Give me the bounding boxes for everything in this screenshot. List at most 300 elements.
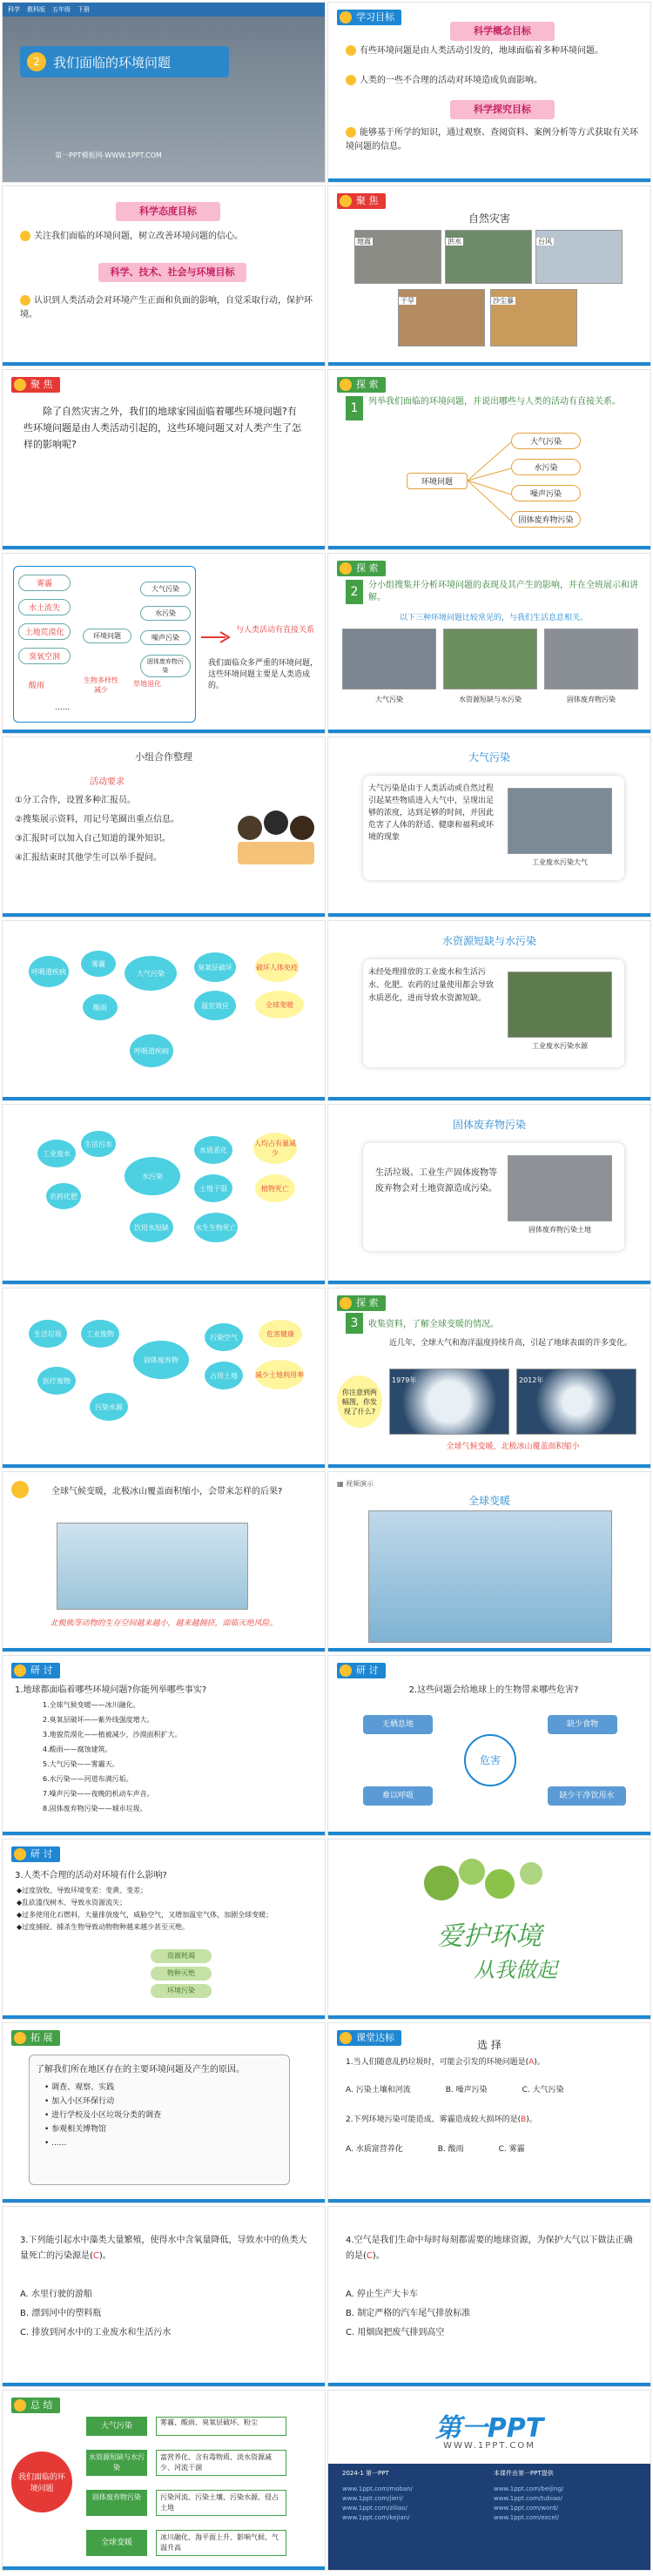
center-node: 固体废弃物	[133, 1341, 189, 1379]
bubble-node: 减少土地利用率	[255, 1360, 304, 1389]
activity-item: • ......	[44, 2139, 67, 2148]
footer-bar	[328, 546, 650, 549]
issue-node: 臭氧空洞	[18, 648, 71, 664]
quiz-title: 选 择	[477, 2039, 502, 2051]
conclusion-note: 我们面临众多严重的环境问题，这些环境问题主要是人类造成的。	[208, 659, 319, 690]
slide-air-pollution	[327, 736, 651, 918]
slide-quiz-3	[327, 2206, 651, 2387]
goal-5	[20, 294, 316, 322]
link[interactable]: www.1ppt.com/excel/	[494, 2514, 560, 2521]
relation-text: 与人类活动有直接关系	[236, 626, 315, 635]
arrow-icon	[199, 629, 234, 646]
slide-disasters	[327, 185, 651, 367]
option[interactable]: B. 噪声污染	[445, 2086, 488, 2095]
issue-label: 酸雨	[29, 682, 45, 690]
year-label: 2012年	[519, 1376, 544, 1384]
footer-bar	[328, 362, 650, 366]
footer-bar	[3, 1832, 325, 1835]
footer-bar	[3, 730, 325, 733]
photo-caption: 固体废弃物污染	[567, 696, 616, 703]
footer-bar	[328, 2199, 650, 2203]
question-2	[346, 2114, 642, 2127]
bubble-node: 酸雨	[83, 994, 118, 1020]
requirement-item: ③汇报时可以加入自己知道的课外知识。	[15, 834, 171, 844]
harm-node: 缺少干净饮用水	[548, 1786, 626, 1806]
option[interactable]: A. 水里行驶的游船	[20, 2290, 93, 2299]
link[interactable]: www.1ppt.com/beijing/	[494, 2485, 564, 2492]
photo-label: 沙尘暴	[493, 297, 514, 305]
pollution-node: 大气污染	[140, 582, 191, 596]
section-header	[337, 561, 386, 576]
issue-label: 草地退化	[133, 680, 161, 688]
step-text: 收集资料，了解全球变暖的情况。	[368, 1320, 499, 1329]
goal-1	[346, 44, 642, 58]
explore-icon	[340, 562, 352, 575]
option[interactable]: B. 酸雨	[437, 2145, 464, 2154]
branch-node: 大气污染	[511, 433, 581, 449]
option[interactable]: B. 漂到河中的塑料瓶	[20, 2309, 102, 2318]
footer-bar	[328, 2383, 650, 2386]
sandstorm-photo	[490, 289, 577, 346]
slide-extend	[2, 2022, 326, 2203]
activity-item: • 加入小区环保行动	[44, 2097, 115, 2106]
earthquake-photo	[354, 230, 441, 284]
step-number: 2	[346, 580, 363, 604]
bubble-node: 工业废物	[81, 1320, 119, 1348]
header-label: 探 索	[356, 562, 379, 574]
slide-focus	[2, 369, 326, 550]
slide-branding	[327, 2390, 651, 2571]
connector-lines	[468, 440, 513, 522]
goal-2-text: 人类的一些不合理的活动对环境造成负面影响。	[360, 76, 542, 85]
summary-key: 固体废弃物污染	[86, 2490, 147, 2516]
option[interactable]: C. 用烟囱把废气排到高空	[346, 2328, 445, 2337]
bubble-node: 农药化肥	[46, 1183, 81, 1209]
definition-text: 未经处理排放的工业废水和生活污水、化肥、农药的过量使用都会导致水质恶化，进而导致水资源短缺。	[368, 968, 495, 1003]
slide-discuss-2	[327, 1655, 651, 1836]
goal-2	[346, 74, 642, 88]
goal-3-text: 能够基于所学的知识，通过观察、查阅资料、案例分析等方式获取有关环境问题的信息。	[346, 128, 638, 151]
lesson-number: 2	[27, 52, 46, 71]
link[interactable]: www.1ppt.com/tubiao/	[494, 2495, 562, 2502]
step-number: 3	[346, 1313, 363, 1334]
links-col-1	[342, 2485, 473, 2523]
summary-value: 富营养化、含有毒物质、淡水资源减少、河流干涸	[156, 2450, 286, 2476]
bubble-node: 占用土地	[205, 1362, 243, 1389]
nav-subject: 科学	[8, 6, 20, 13]
slide-explore-3	[327, 1288, 651, 1469]
slide-explore-1	[327, 369, 651, 550]
bubble-node: 全球变暖	[255, 991, 304, 1019]
bullet-icon	[20, 295, 30, 306]
requirement-item: ①分工合作，设置多种汇报员。	[15, 796, 136, 805]
bullet-icon	[346, 127, 356, 138]
goal-1-text: 有些环境问题是由人类活动引发的，地球面临着多种环境问题。	[360, 46, 603, 56]
question-1	[346, 2056, 642, 2069]
option[interactable]: A. 污染土壤和河流	[346, 2086, 411, 2095]
center-node: 大气污染	[125, 956, 177, 991]
question-2-text: 2.下列环境污染可能造成、雾霾造成较大损坏的是(	[346, 2115, 522, 2124]
slide-quiz-1	[327, 2022, 651, 2203]
footer-bar	[3, 1097, 325, 1100]
question-3	[20, 2233, 307, 2264]
slide-solid-waste	[327, 1104, 651, 1285]
title-banner	[20, 46, 229, 77]
summary-icon	[14, 2399, 26, 2411]
section-header	[337, 1663, 386, 1678]
slide-water	[327, 920, 651, 1101]
wastewater-photo	[508, 972, 612, 1038]
section-header	[11, 2030, 60, 2046]
impact-item: ◆乱砍滥伐树木、导致水资源流失；	[17, 1899, 127, 1907]
slide-waste-mindmap	[2, 1288, 326, 1469]
bubble-node: 医疗废物	[37, 1367, 76, 1395]
panel-heading: 本课件由第一PPT提供	[494, 2470, 554, 2477]
footer-bar	[328, 2015, 650, 2019]
question-text: 3.人类不合理的活动对环境有什么影响?	[15, 1871, 167, 1880]
harm-node: 难以呼吸	[363, 1786, 433, 1806]
panel-heading: 2024-1 第一PPT	[342, 2470, 389, 2477]
focus-paragraph: 除了自然灾害之外，我们的地球家园面临着哪些环境问题?有些环境问题是由人类活动引起的，这些环境问题又对人类产生了怎样的影响呢?	[24, 406, 301, 450]
focus-icon	[14, 379, 26, 391]
footer-bar	[3, 362, 325, 366]
branch-node: 噪声污染	[511, 485, 581, 501]
tree-icon	[424, 1866, 459, 1900]
link[interactable]: www.1ppt.com/word/	[494, 2505, 558, 2512]
option[interactable]: C. 雾霾	[498, 2145, 525, 2154]
extend-icon	[14, 2032, 26, 2044]
link[interactable]: www.1ppt.com/moban/	[342, 2485, 414, 2492]
top-nav	[3, 3, 325, 17]
fact-item: 1.全球气候变暖——冰川融化。	[43, 1701, 140, 1709]
question-4-options	[346, 2285, 633, 2343]
step-number: 1	[346, 396, 363, 420]
impact-item: ◆过度放牧、导致环境变差：变黄、变差；	[17, 1887, 148, 1894]
answer-caption: 北极熊等动物的生存空间越来越小，越来越拥挤，面临灭绝风险。	[50, 1619, 278, 1628]
footer-bar	[3, 546, 325, 549]
requirement-item: ④汇报结束时其他学生可以举手提问。	[15, 853, 162, 863]
photo-caption: 工业废水污染大气	[532, 858, 588, 866]
concept-goal-box: 科学概念目标	[450, 22, 555, 41]
question-3-options	[20, 2285, 307, 2343]
ellipsis: ......	[55, 703, 71, 712]
footer-bar	[3, 1464, 325, 1468]
activity-item: • 调查、观察、实践	[44, 2083, 115, 2092]
arctic-1979-photo	[389, 1369, 509, 1435]
photo-label: 干旱	[401, 297, 414, 305]
header-label: 研 讨	[356, 1665, 379, 1676]
watermark: 第一PPT模板网-WWW.1PPT.COM	[55, 151, 162, 159]
issue-node: 水土流失	[18, 599, 71, 615]
pollution-node: 噪声污染	[140, 630, 191, 645]
footer-bar	[328, 1097, 650, 1100]
question-bubble: 你注意到两幅图，你发现了什么?	[337, 1375, 382, 1428]
bullet-icon	[346, 75, 356, 85]
issue-label: 生物多样性减少	[84, 676, 118, 694]
photo-caption: 大气污染	[375, 696, 403, 703]
inquiry-goal-box: 科学探究目标	[450, 100, 555, 119]
bubble-node: 温室效应	[194, 991, 236, 1020]
footer-bar	[328, 1648, 650, 1651]
harm-node: 缺少食物	[548, 1715, 617, 1734]
branch-node: 固体废弃物污染	[511, 511, 581, 528]
header-label: 拓 展	[30, 2032, 53, 2043]
arctic-2012-photo	[516, 1369, 636, 1435]
fact-item: 3.地貌荒漠化——植被减少，沙漠面积扩大。	[43, 1731, 182, 1739]
question-4	[346, 2233, 633, 2264]
question-1-text: 1.当人们随意乱扔垃圾时，可能会引发的环境问题是(	[346, 2058, 529, 2067]
link[interactable]: www.1ppt.com/jieri/	[342, 2495, 403, 2502]
goal-4-text: 关注我们面临的环境问题，树立改善环境问题的信心。	[34, 232, 243, 241]
header-label: 学习目标	[356, 11, 394, 23]
fact-item: 6.水污染——河道布满污垢。	[43, 1775, 133, 1783]
footer-bar	[328, 730, 650, 733]
harm-node: 无栖息地	[363, 1715, 433, 1734]
discuss-icon	[14, 1848, 26, 1860]
center-node: 危害	[464, 1734, 516, 1786]
section-header	[337, 193, 386, 209]
section-header	[11, 1846, 60, 1862]
section-header	[11, 377, 60, 393]
pencil-icon	[11, 1481, 29, 1498]
bubble-node: 危害健康	[259, 1320, 302, 1348]
focus-icon	[340, 195, 352, 207]
bubble-node: 臭氧层破坏	[194, 952, 236, 982]
question-4-end: )。	[372, 2251, 385, 2261]
stse-goal-box: 科学、技术、社会与环境目标	[98, 263, 246, 282]
option[interactable]: A. 停止生产大卡车	[346, 2290, 419, 2299]
header-label: 研 讨	[30, 1848, 53, 1860]
sub-text: 以下三种环境问题比较常见的，与我们生活息息相关。	[399, 614, 588, 622]
slide-title: 自然灾害	[468, 212, 510, 225]
drought-photo	[398, 289, 485, 346]
tree-icon	[485, 1869, 515, 1899]
fact-item: 4.酸雨——腐蚀建筑。	[43, 1745, 112, 1753]
section-header	[11, 2398, 60, 2413]
issue-node: 雾霾	[18, 575, 71, 591]
goal-4	[20, 230, 316, 244]
summary-key: 全球变暖	[86, 2530, 147, 2556]
slide-summary	[2, 2390, 326, 2571]
fact-item: 5.大气污染——雾霾天。	[43, 1760, 119, 1768]
step-text: 分小组搜集并分析环境问题的表现及其产生的影响，并在全班展示和讲解。	[368, 581, 638, 602]
question-1-end: )。	[534, 2058, 545, 2067]
question-text: 1.地球都面临着哪些环境问题?你能列举哪些事实?	[15, 1685, 207, 1695]
discuss-icon	[340, 1665, 352, 1677]
slide-discuss-1	[2, 1655, 326, 1836]
activity-item: • 参观相关博物馆	[44, 2125, 107, 2134]
summary-value: 冰川融化、海平面上升、影响气候、气温升高	[156, 2530, 286, 2556]
nav-edition: 教科版	[27, 6, 45, 13]
footer-bar	[3, 2015, 325, 2019]
footer-bar	[328, 1832, 650, 1835]
branch-node: 水污染	[511, 459, 581, 475]
option[interactable]: B. 制定严格的汽车尾气排放标准	[346, 2309, 471, 2318]
slide-title: 固体废弃物污染	[452, 1119, 526, 1131]
slide-goals-1	[327, 2, 651, 183]
bubble-node: 生活垃圾	[29, 1320, 67, 1348]
pollution-node: 固体废弃物污染	[140, 655, 191, 677]
center-node: 环境问题	[83, 629, 131, 643]
header-label: 探 索	[356, 1297, 379, 1308]
bubble-node: 污染空气	[205, 1323, 243, 1351]
footer-bar	[328, 1281, 650, 1284]
link[interactable]: www.1ppt.com/ziliao/	[342, 2505, 407, 2512]
question-2-options	[346, 2143, 642, 2156]
question-3-end: )。	[98, 2251, 111, 2261]
impact-list	[17, 1885, 313, 1934]
bubble-node: 呼吸道疾病	[29, 956, 69, 987]
nav-grade: 五年级	[52, 6, 71, 13]
fact-item: 2.臭氧层破坏——紫外线强度增大。	[43, 1716, 154, 1724]
bubble-node: 破坏人体免疫	[255, 952, 299, 982]
explore-icon	[340, 1297, 352, 1309]
question-text: 2.这些问题会给地球上的生物带来哪些危害?	[408, 1685, 579, 1695]
footer-bar	[3, 1281, 325, 1284]
bullet-icon	[20, 231, 30, 241]
footer-bar	[3, 2199, 325, 2203]
bubble-node: 工业废水	[37, 1140, 76, 1167]
brand-logo: 第一PPT	[434, 2413, 544, 2444]
option[interactable]: C. 大气污染	[522, 2086, 564, 2095]
answer-4: C	[366, 2251, 373, 2261]
factory-photo	[508, 788, 612, 854]
attitude-goal-box: 科学态度目标	[116, 202, 220, 221]
header-label: 课堂达标	[356, 2032, 394, 2043]
solid-waste-photo	[544, 629, 638, 689]
students-illustration	[238, 807, 316, 868]
issue-node: 土地荒漠化	[18, 623, 71, 640]
facts-list	[43, 1698, 304, 1816]
footer-bar	[328, 178, 650, 182]
slide-explore-2	[327, 553, 651, 734]
impact-item: ◆过多使用化石燃料，大量排放废气，威胁空气，又增加温室气体，加剧全球变暖；	[17, 1911, 273, 1919]
video-title: 全球变暖	[468, 1495, 510, 1507]
requirements-list	[15, 791, 232, 868]
definition-text: 生活垃圾、工业生产固体废物等废弃物会对土地资源造成污染。	[375, 1168, 497, 1194]
result-chip: 资源耗竭	[151, 1949, 212, 1963]
photo-label: 台风	[538, 238, 552, 245]
result-chip: 物种灭绝	[151, 1967, 212, 1981]
summary-center: 我们面临的环境问题	[11, 2452, 72, 2512]
slogan-line-1: 爱护环境	[437, 1921, 542, 1952]
answer-1: A	[528, 2058, 535, 2067]
bubble-node: 人均占有量减少	[253, 1133, 297, 1164]
footer-bar	[3, 2383, 325, 2386]
summary-value: 雾霾、酸雨、臭氧层破坏、粉尘	[156, 2417, 286, 2436]
pollution-node: 水污染	[140, 606, 191, 621]
activity-list	[44, 2081, 279, 2150]
option[interactable]: A. 水质富营养化	[346, 2145, 403, 2154]
slide-mindmap-1	[2, 553, 326, 734]
section-header	[337, 1295, 386, 1311]
bubble-node: 植物死亡	[255, 1174, 295, 1202]
slide-discuss-3	[2, 1839, 326, 2020]
answer-3: C	[92, 2251, 99, 2261]
lesson-title: 我们面临的环境问题	[53, 54, 172, 71]
header-label: 研 讨	[30, 1665, 53, 1676]
summary-value: 污染河流、污染土壤、污染水源、侵占土地	[156, 2490, 286, 2516]
section-header	[337, 377, 386, 393]
definition-text: 大气污染是由于人类活动或自然过程引起某些物质进入大气中，呈现出足够的浓度，达到足够的时间，并因此危害了人体的舒适、健康和福利或环境的现象	[368, 784, 495, 842]
footer-bar	[3, 2566, 325, 2570]
bubble-node: 雾霾	[81, 951, 116, 977]
slide-group-work	[2, 736, 326, 918]
footer-bar	[3, 913, 325, 917]
tree-icon	[520, 1862, 542, 1885]
question-2-end: )。	[526, 2115, 537, 2124]
slide-air-mindmap	[2, 920, 326, 1101]
nav-volume: 下册	[77, 6, 90, 13]
flood-photo	[445, 230, 532, 284]
option[interactable]: C. 排放到河水中的工业废水和生活污水	[20, 2328, 172, 2337]
link[interactable]: www.1ppt.com/kejian/	[342, 2514, 410, 2521]
header-label: 聚 焦	[30, 379, 53, 390]
bubble-node: 土地干裂	[194, 1174, 232, 1202]
slogan-line-2: 从我做起	[474, 1958, 557, 1982]
footer-bar	[3, 1648, 325, 1651]
answer-2: B	[521, 2115, 527, 2124]
slide-slogan	[327, 1839, 651, 2020]
slide-title: 小组合作整理	[135, 751, 192, 763]
photo-caption: 固体废弃物污染土地	[528, 1226, 591, 1234]
activity-item: • 进行学校及小区垃圾分类的调查	[44, 2111, 162, 2120]
question-3-text: 3.下列能引起水中藻类大量繁殖，使得水中含氧量降低，导致水中的鱼类大量死亡的污染源是(	[20, 2236, 307, 2261]
result-chip: 环境污染	[151, 1984, 212, 1998]
video-label: ▦ 视频演示	[337, 1480, 374, 1488]
slide-video	[327, 1471, 651, 1652]
step-text: 列举我们面临的环境问题，并说出哪些与人类的活动有直接关系。	[368, 397, 621, 407]
section-header	[337, 10, 401, 25]
requirements-label: 活动要求	[90, 777, 125, 787]
brand-url[interactable]: WWW.1PPT.COM	[443, 2441, 535, 2451]
header-label: 总 结	[30, 2399, 53, 2411]
polar-bear-photo	[57, 1523, 248, 1610]
bullet-icon	[346, 45, 356, 56]
target-icon	[340, 11, 352, 24]
goal-3	[346, 126, 642, 154]
section-header	[11, 1663, 60, 1678]
center-node: 环境问题	[407, 473, 468, 489]
fact-item: 8.固体废弃物污染——城市垃圾。	[43, 1805, 147, 1813]
question-text: 全球气候变暖，北极冰山覆盖面积缩小，会带来怎样的后果?	[51, 1487, 283, 1497]
impact-item: ◆过度捕捉、捕杀生物导致动物物种越来越少甚至灭绝。	[17, 1923, 190, 1931]
bubble-node: 水生生物死亡	[194, 1213, 238, 1242]
footer-bar	[328, 913, 650, 917]
slide-goals-2	[2, 185, 326, 367]
slide-cover	[2, 2, 326, 183]
year-label: 1979年	[392, 1376, 417, 1384]
footer-bar	[328, 1464, 650, 1468]
requirement-item: ②搜集展示资料，用记号笔圈出重点信息。	[15, 815, 179, 824]
bubble-node: 生活污水	[81, 1131, 116, 1157]
slide-quiz-2	[2, 2206, 326, 2387]
question-4-text: 4.空气是我们生命中每时每刻都需要的地球资源，为保护大气以下做法正确的是(	[346, 2236, 633, 2261]
video-player[interactable]	[368, 1510, 612, 1643]
slide-water-mindmap	[2, 1104, 326, 1285]
garbage-photo	[508, 1155, 612, 1221]
summary-key: 大气污染	[86, 2417, 147, 2436]
goal-5-text: 认识到人类活动会对环境产生正面和负面的影响，自觉采取行动，保护环境。	[20, 296, 313, 319]
slide-title: 水资源短缺与水污染	[441, 935, 536, 947]
intro-text: 了解我们所在地区存在的主要环境问题及产生的原因。	[36, 2065, 245, 2075]
question-1-options	[346, 2084, 642, 2097]
water-pollution-photo	[443, 629, 537, 689]
photo-caption: 工业废水污染水源	[532, 1042, 588, 1050]
bubble-node: 水质恶化	[194, 1136, 232, 1164]
summary-key: 水资源短缺与水污染	[86, 2450, 147, 2476]
photo-caption: 水资源短缺与水污染	[459, 696, 522, 703]
